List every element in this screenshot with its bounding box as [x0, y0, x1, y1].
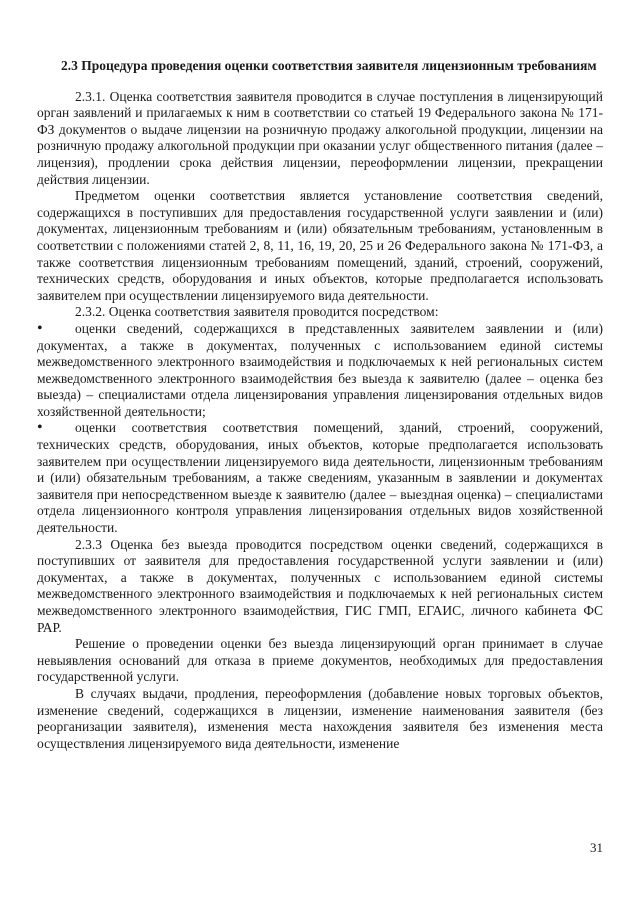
paragraph-2-3-2: 2.3.2. Оценка соответствия заявителя проводится посредством: [75, 304, 439, 320]
bullet-icon [37, 321, 75, 338]
paragraph-decision: Решение о проведении оценки без выезда лицензирующий орган принимает в случае невыявления оснований для отказа в приеме документов, необходимых для предоставления государственной услуги. [37, 636, 603, 685]
paragraph-subject: Предметом оценки соответствия является установление соответствия сведений, содержащихся в поступивших для предоставления государственной услуги заявлении и (или) документах, лицензионным требованиям и (или) обязательным требованиям, установленным в соответствии с положениями статей 2, 8, 11, 16, 19, 20, 25 и 26 Федерального закона № 171-ФЗ, а также соответствия лицензионным требованиям помещений, зданий, строений, сооружений, технических средств, оборудования и иных объектов, которые предполагается использовать заявителем при осуществлении лицензируемого вида деятельности. [37, 188, 603, 303]
list-item-text: оценки сведений, содержащихся в представленных заявителем заявлении и (или) документах, а также в документах, полученных с использованием единой системы межведомственного электронного взаимодействия и подключаемых к ней региональных систем межведомственного электронного взаимодействия без выезда к заявителю (далее – оценка без выезда) – специалистами отдела лицензирования управления лицензирования отдельных видов хозяйственной деятельности; [37, 320, 603, 419]
page-number: 31 [590, 840, 603, 855]
list-item [37, 321, 603, 421]
bullet-icon [37, 420, 75, 437]
list-item [37, 420, 603, 536]
document-page [37, 58, 603, 752]
paragraph-2-3-3: 2.3.3 Оценка без выезда проводится посредством оценки сведений, содержащихся в поступивших от заявителя для предоставления государственной услуги заявлении и (или) документах, а также в документах, полученных с использованием единой системы межведомственного электронного взаимодействия и подключаемых к ней региональных систем межведомственного электронного взаимодействия, ГИС ГМП, ЕГАИС, личного кабинета ФС РАР. [37, 536, 603, 635]
list-item-text: оценки соответствия соответствия помещений, зданий, строений, сооружений, технических средств, оборудования, иных объектов, которые предполагается использовать заявителем при осуществлении лицензируемого вида деятельности, лицензионным требованиям и (или) обязательным требованиям, а также сведениям, указанным в заявлении и документах заявителя при непосредственном выезде к заявителю (далее – выездная оценка) – специалистами отдела лицензионного контроля управления лицензирования отдельных видов хозяйственной деятельности. [37, 420, 603, 536]
paragraph-cases: В случаях выдачи, продления, переоформления (добавление новых торговых объектов, изменение сведений, содержащихся в лицензии, изменение наименования заявителя (без реорганизации заявителя), изменения места нахождения заявителя без изменения места осуществления лицензируемого вида деятельности, изменение [37, 685, 603, 751]
paragraph-2-3-1: 2.3.1. Оценка соответствия заявителя проводится в случае поступления в лицензирующий орган заявлений и прилагаемых к ним в соответствии со статьей 19 Федерального закона № 171-ФЗ документов о выдаче лицензии на розничную продажу алкогольной продукции, лицензии на розничную продажу алкогольной продукции при оказании услуг общественного питания (далее – лицензия), продлении срока действия лицензии, переоформлении лицензии, прекращении действия лицензии. [37, 88, 603, 187]
section-heading: 2.3 Процедура проведения оценки соответствия заявителя лицензионным требованиям [61, 58, 597, 73]
